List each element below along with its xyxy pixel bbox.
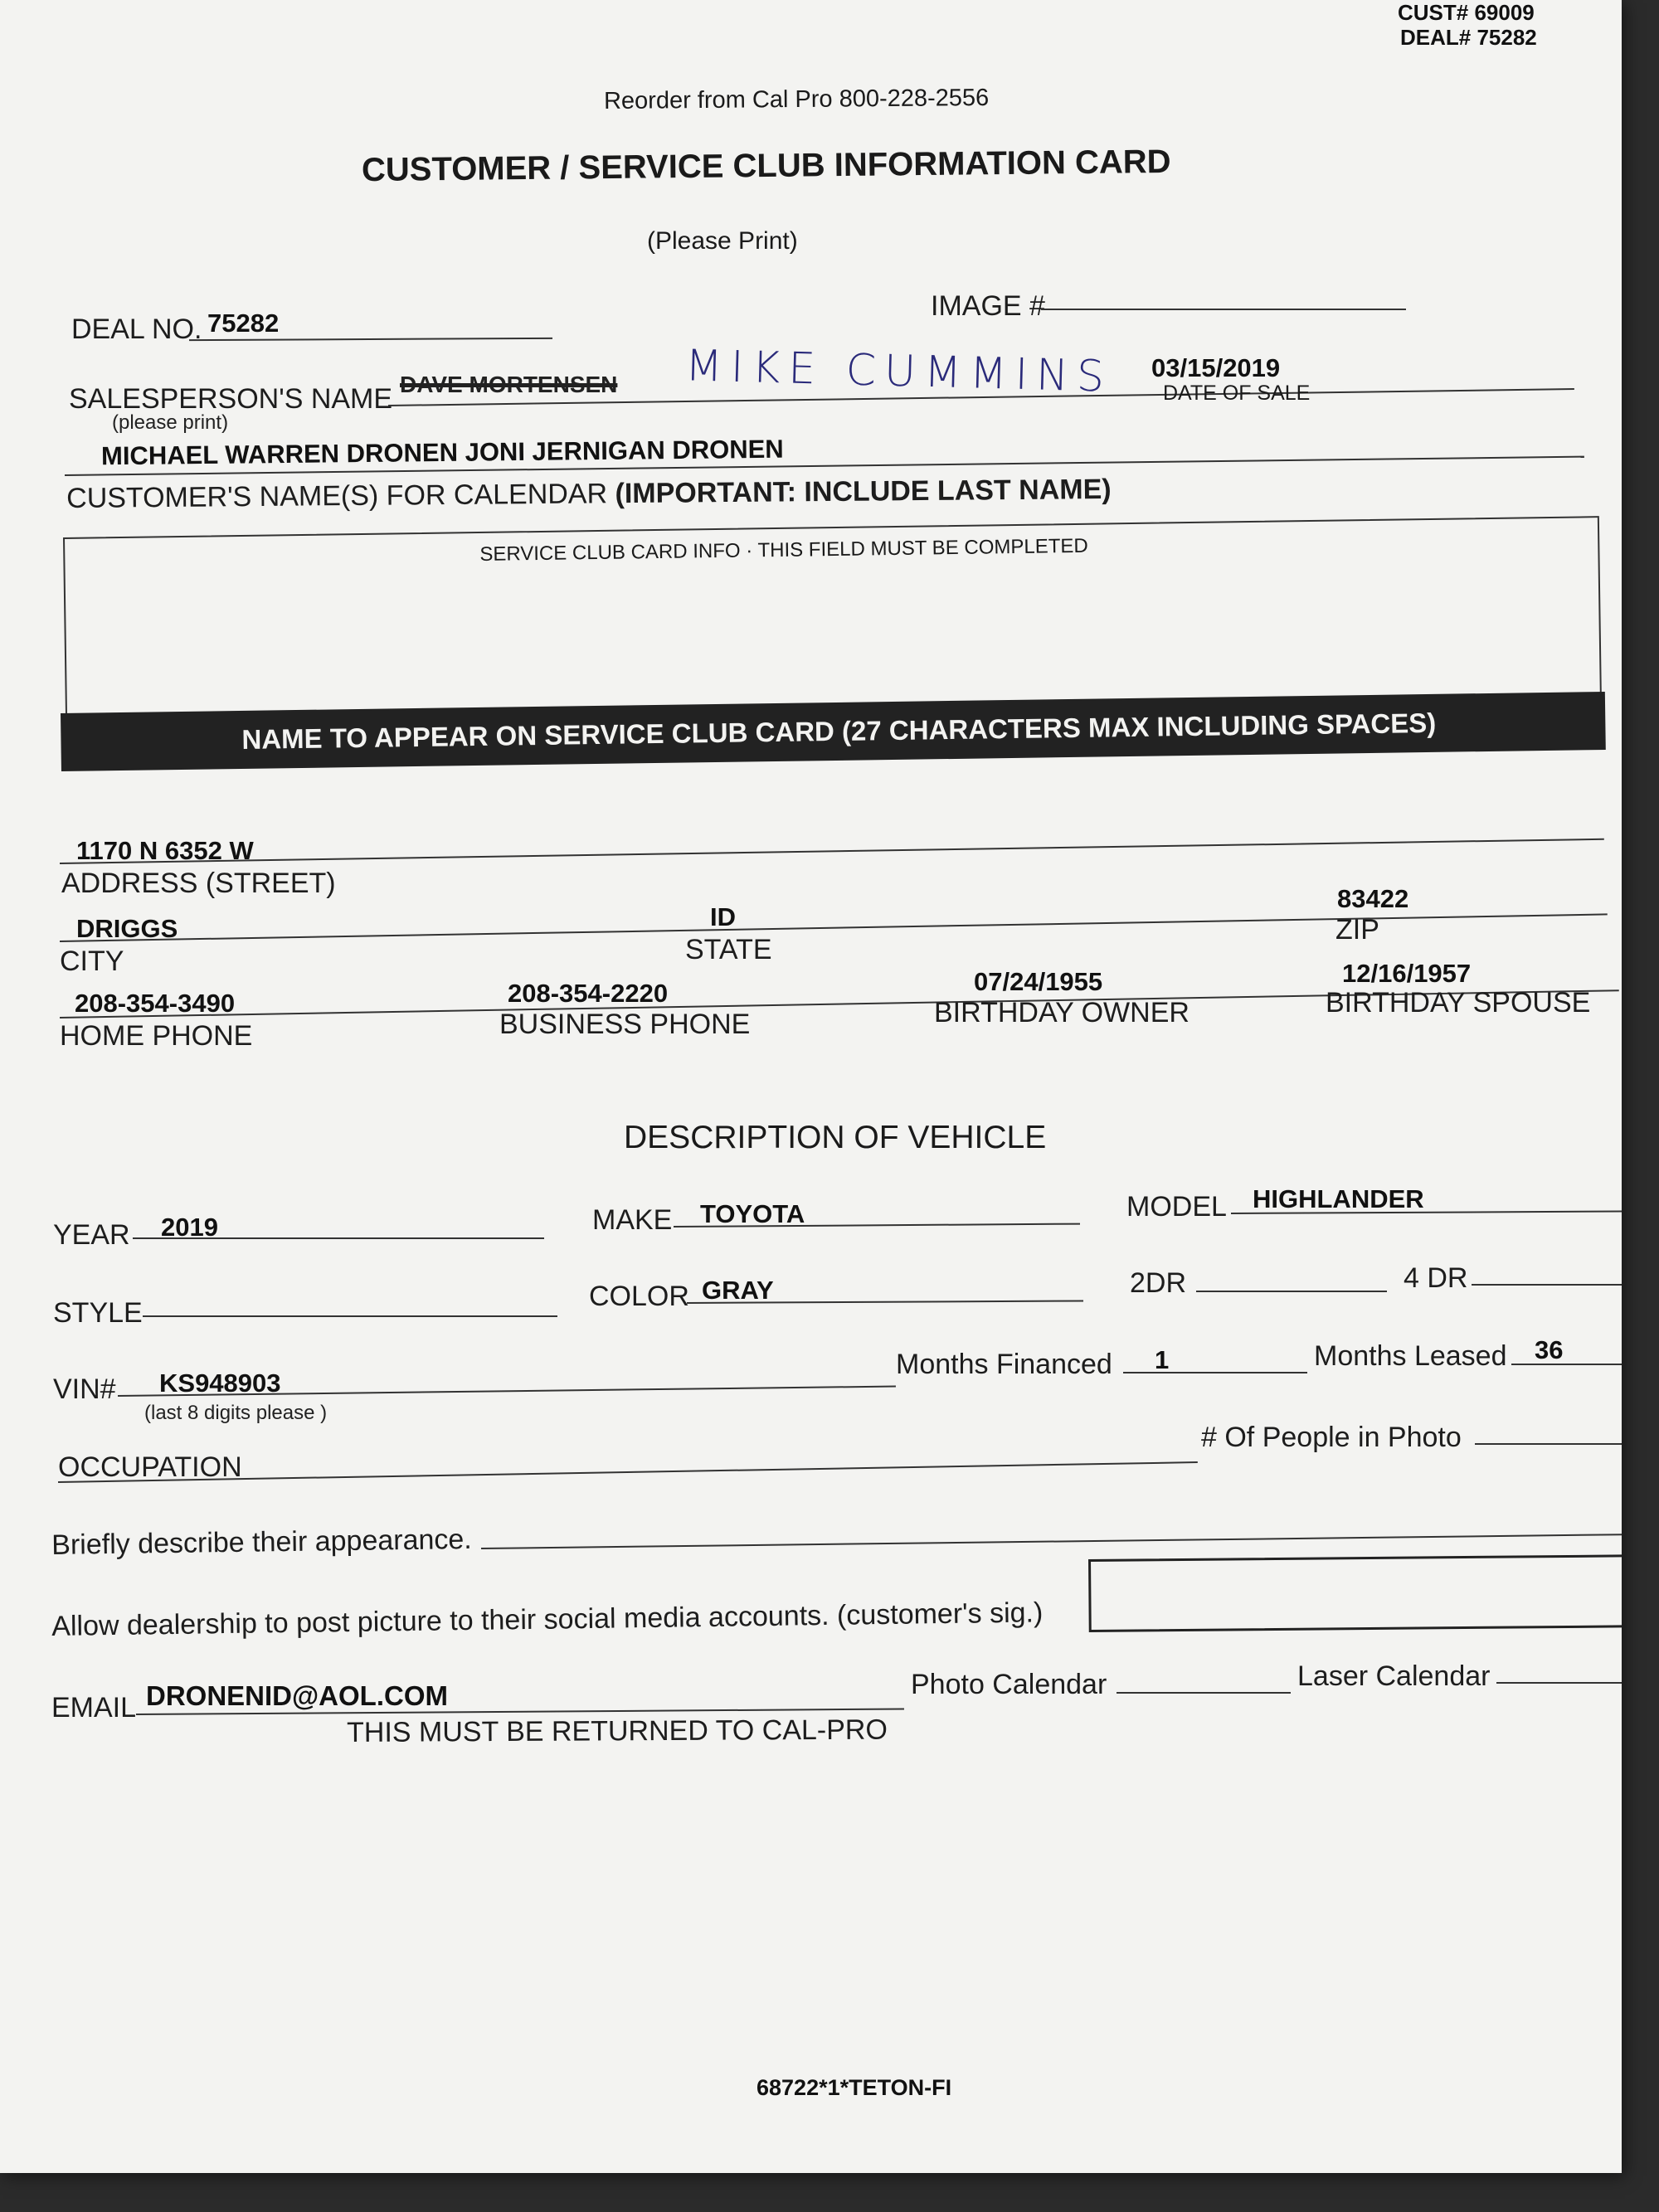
salesperson-note: (please print): [112, 411, 229, 434]
social-media-label: Allow dealership to post picture to their social media accounts. (customer's sig.): [51, 1597, 1044, 1642]
birthday-spouse-label: BIRTHDAY SPOUSE: [1326, 987, 1591, 1018]
appearance-line[interactable]: [481, 1534, 1622, 1549]
date-of-sale-value[interactable]: 03/15/2019: [1151, 353, 1281, 382]
customer-names-label-prefix: CUSTOMER'S NAME(S) FOR CALENDAR: [66, 478, 608, 514]
vin-note: (last 8 digits please ): [144, 1402, 328, 1424]
vin-value[interactable]: KS948903: [159, 1369, 281, 1398]
city-label: CITY: [60, 946, 124, 977]
laser-calendar-label: Laser Calendar: [1297, 1660, 1491, 1692]
four-door-label: 4 DR: [1404, 1262, 1468, 1294]
email-label: EMAIL: [51, 1692, 137, 1723]
make-label: MAKE: [592, 1204, 673, 1236]
color-value[interactable]: GRAY: [702, 1276, 774, 1305]
image-no-line: [1041, 309, 1406, 310]
style-label: STYLE: [53, 1297, 143, 1329]
state-label: STATE: [685, 934, 772, 965]
salesperson-label: SALESPERSON'S NAME: [69, 383, 393, 415]
photo-calendar-line[interactable]: [1117, 1692, 1291, 1694]
months-financed-line: [1123, 1372, 1307, 1373]
color-label: COLOR: [589, 1281, 689, 1312]
home-phone-label: HOME PHONE: [60, 1020, 253, 1052]
model-value[interactable]: HIGHLANDER: [1253, 1184, 1424, 1213]
customer-names-label: [66, 474, 1112, 515]
two-door-label: 2DR: [1130, 1267, 1187, 1299]
customer-names-label-emphasis: (IMPORTANT: INCLUDE LAST NAME): [615, 474, 1112, 510]
return-note: THIS MUST BE RETURNED TO CAL-PRO: [347, 1714, 888, 1748]
vehicle-heading: DESCRIPTION OF VEHICLE: [624, 1120, 1047, 1155]
vin-label: VIN#: [53, 1373, 116, 1405]
months-financed-label: Months Financed: [896, 1349, 1112, 1380]
laser-calendar-line[interactable]: [1496, 1682, 1622, 1684]
zip-label: ZIP: [1335, 914, 1379, 946]
deal-no-value[interactable]: 75282: [207, 309, 280, 338]
salesperson-struck-value: DAVE MORTENSEN: [400, 372, 618, 397]
service-club-box-label: SERVICE CLUB CARD INFO · THIS FIELD MUST BE COMPLETED: [479, 534, 1088, 566]
state-value[interactable]: ID: [710, 902, 736, 931]
style-line: [143, 1315, 557, 1317]
city-value[interactable]: DRIGGS: [76, 914, 178, 943]
home-phone-value[interactable]: 208-354-3490: [75, 989, 236, 1018]
customer-names-value[interactable]: MICHAEL WARREN DRONEN JONI JERNIGAN DRONEN: [100, 434, 784, 471]
birthday-spouse-value[interactable]: 12/16/1957: [1342, 959, 1472, 988]
four-door-line[interactable]: [1472, 1284, 1622, 1286]
appearance-label: Briefly describe their appearance.: [51, 1523, 472, 1561]
deal-no-label: DEAL NO.: [71, 314, 202, 345]
service-club-banner-text: NAME TO APPEAR ON SERVICE CLUB CARD (27 CHARACTERS MAX INCLUDING SPACES): [241, 707, 1437, 755]
date-of-sale-label: DATE OF SALE: [1163, 382, 1311, 405]
photo-calendar-label: Photo Calendar: [911, 1669, 1107, 1700]
occupation-label: OCCUPATION: [58, 1451, 242, 1483]
months-leased-label: Months Leased: [1314, 1340, 1507, 1372]
months-leased-line: [1511, 1364, 1622, 1365]
street-line: [60, 839, 1604, 864]
reorder-text: Reorder from Cal Pro 800-228-2556: [603, 84, 990, 115]
birthday-owner-value[interactable]: 07/24/1955: [974, 967, 1103, 996]
cust-number: CUST# 69009: [1398, 0, 1535, 25]
footer-code: 68722*1*TETON-FI: [757, 2075, 952, 2100]
birthday-owner-label: BIRTHDAY OWNER: [934, 997, 1190, 1028]
zip-value[interactable]: 83422: [1337, 884, 1409, 913]
customer-signature-box[interactable]: [1088, 1554, 1622, 1632]
business-phone-label: BUSINESS PHONE: [499, 1009, 751, 1040]
form-title: CUSTOMER / SERVICE CLUB INFORMATION CARD: [361, 143, 1171, 189]
street-label: ADDRESS (STREET): [61, 868, 336, 899]
months-leased-value[interactable]: 36: [1535, 1335, 1564, 1364]
image-no-label: IMAGE #: [931, 290, 1045, 322]
people-in-photo-label: # Of People in Photo: [1201, 1422, 1462, 1453]
please-print: (Please Print): [647, 227, 798, 255]
months-financed-value[interactable]: 1: [1155, 1345, 1170, 1374]
street-value[interactable]: 1170 N 6352 W: [76, 836, 254, 865]
people-in-photo-line[interactable]: [1475, 1443, 1622, 1445]
business-phone-value[interactable]: 208-354-2220: [508, 979, 669, 1008]
year-label: YEAR: [53, 1219, 130, 1251]
email-value[interactable]: DRONENID@AOL.COM: [146, 1680, 448, 1711]
make-value[interactable]: TOYOTA: [700, 1199, 805, 1228]
year-value[interactable]: 2019: [161, 1213, 218, 1242]
salesperson-handwritten[interactable]: MIKE CUMMINS: [684, 341, 1113, 402]
two-door-line[interactable]: [1196, 1291, 1387, 1292]
deal-number-top: DEAL# 75282: [1400, 25, 1537, 50]
model-label: MODEL: [1126, 1191, 1227, 1223]
